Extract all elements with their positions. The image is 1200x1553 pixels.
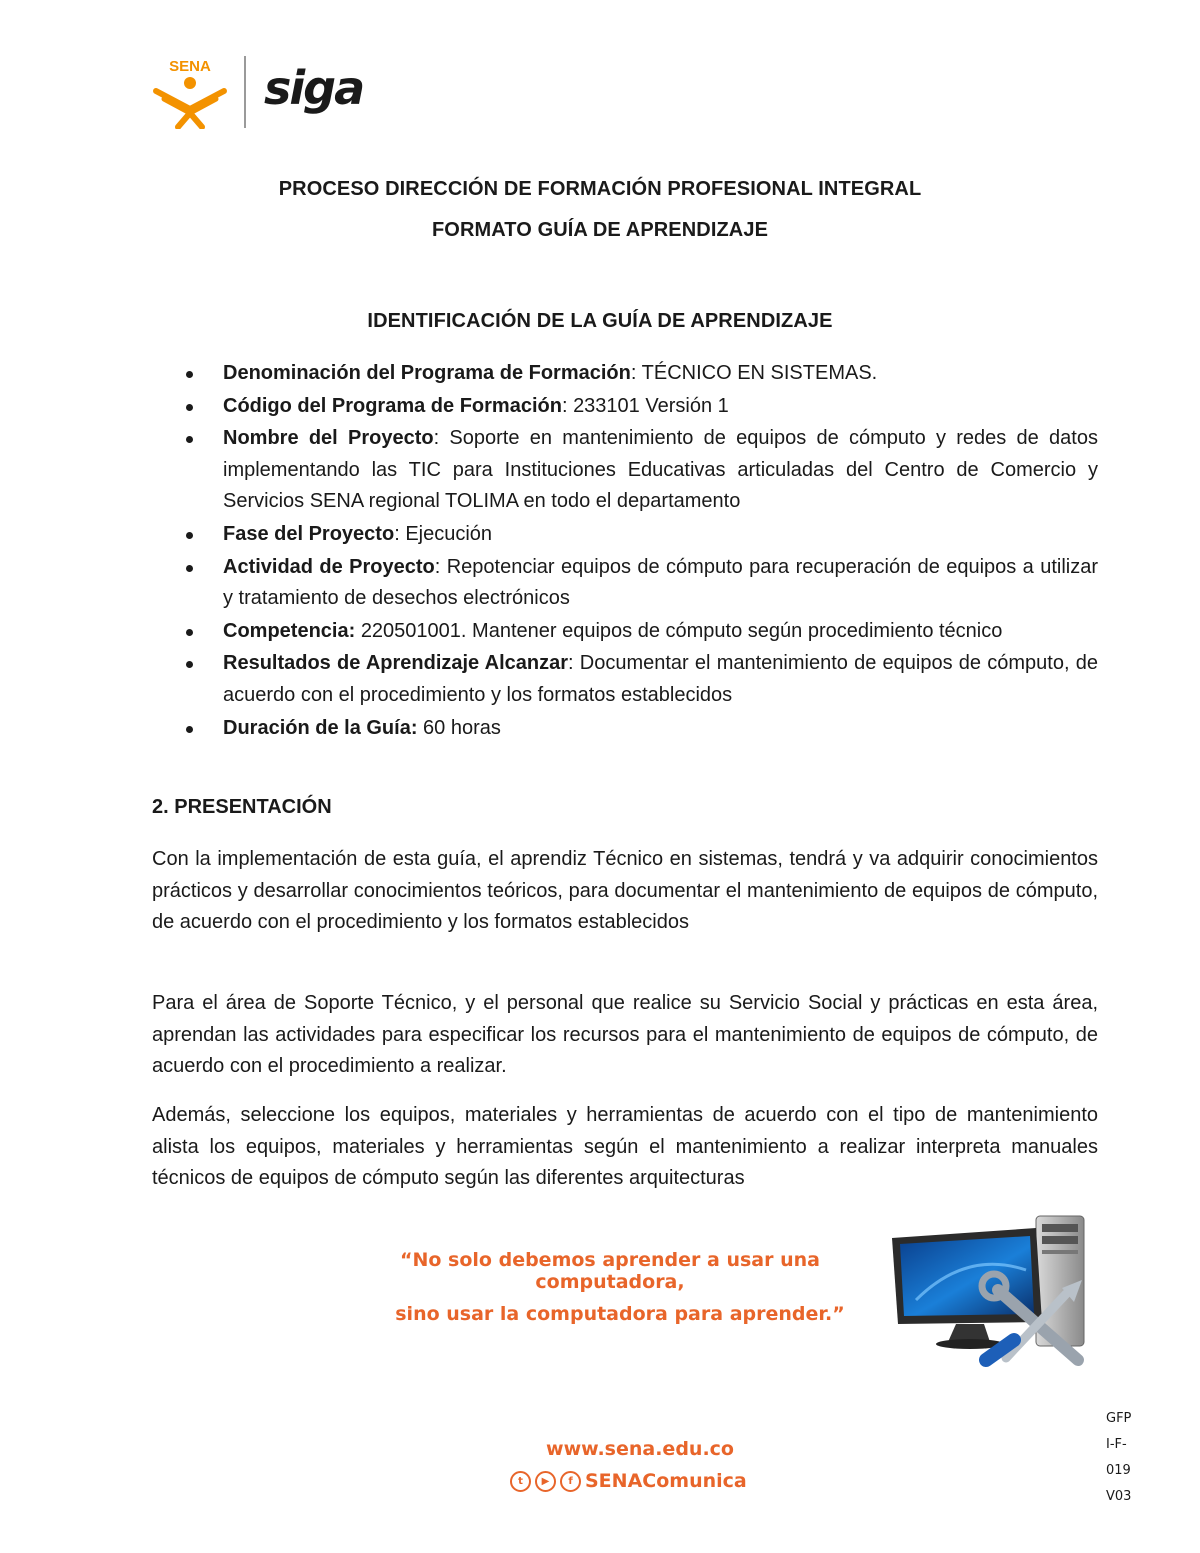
presentation-paragraph: Con la implementación de esta guía, el aprendiz Técnico en sistemas, tendrá y va adquirir conocimientos prácticos y desarrollar conocimientos teóricos, para documentar el mantenimiento de equipos de cómputo, de acuerdo con el procedimiento y los formatos establecidos [152, 848, 1098, 934]
presentation-paragraph: Además, seleccione los equipos, materiales y herramientas de acuerdo con el tipo de mantenimiento alista los equipos, materiales y herramientas según el mantenimiento a realizar interpreta manuales técnicos de equipos de cómputo según las diferentes arquitecturas [152, 1104, 1098, 1190]
twitter-icon: t [510, 1471, 531, 1492]
list-item [186, 713, 1098, 745]
item-value: Repotenciar equipos de cómputo para recuperación de equipos a utilizar y tratamiento de desechos electrónicos [223, 555, 1098, 610]
document-code [1106, 1406, 1131, 1510]
social-handle: SENAComunica [585, 1470, 747, 1492]
list-item [186, 358, 1098, 390]
footer-website: www.sena.edu.co [546, 1438, 734, 1460]
format-title: FORMATO GUÍA DE APRENDIZAJE [431, 219, 769, 241]
bullet-icon [186, 436, 193, 443]
item-label: Código del Programa de Formación [223, 394, 562, 417]
item-value: 233101 Versión 1 [573, 394, 729, 417]
item-label: Nombre del Proyecto [223, 427, 434, 450]
bullet-icon [186, 726, 193, 733]
quote-line-2: sino usar la computadora para aprender.” [395, 1303, 845, 1325]
bullet-icon [186, 532, 193, 539]
identification-title: IDENTIFICACIÓN DE LA GUÍA DE APRENDIZAJE [367, 310, 833, 332]
item-value: Documentar el mantenimiento de equipos de cómputo, de acuerdo con el procedimiento y los formatos establecidos [223, 652, 1098, 706]
doc-code-line: V03 [1106, 1489, 1132, 1504]
sena-logo [150, 55, 230, 129]
facebook-icon: f [560, 1471, 581, 1492]
footer-social [510, 1470, 747, 1492]
item-separator: : [561, 394, 574, 417]
computer-tools-icon [886, 1210, 1098, 1376]
list-item [186, 519, 1098, 551]
presentation-heading: 2. PRESENTACIÓN [152, 796, 332, 818]
bullet-icon [186, 404, 193, 411]
svg-text:SENA: SENA [169, 58, 211, 75]
youtube-icon: ▶ [535, 1471, 556, 1492]
doc-code-line: GFP [1106, 1411, 1132, 1426]
item-value: Soporte en mantenimiento de equipos de cómputo y redes de datos implementando las TIC para Instituciones Educativas articuladas del Centro de Comercio y Servicios SENA regional TOLIMA en todo el departamento [223, 427, 1098, 513]
item-separator: : [630, 362, 642, 384]
quote-line-1: “No solo debemos aprender a usar una computadora, [400, 1249, 820, 1293]
item-value: TÉCNICO EN SISTEMAS. [641, 362, 878, 384]
item-value: 60 horas [423, 716, 501, 739]
doc-code-line: 019 [1106, 1463, 1131, 1478]
identification-list [186, 358, 1098, 745]
bullet-icon [186, 629, 193, 636]
item-label: Resultados de Aprendizaje Alcanzar [223, 652, 569, 675]
item-label: Denominación del Programa de Formación [223, 362, 631, 384]
item-label: Duración de la Guía: [223, 716, 418, 739]
item-label: Competencia: [223, 619, 356, 642]
bullet-icon [186, 565, 193, 572]
presentation-paragraph: Para el área de Soporte Técnico, y el personal que realice su Servicio Social y prácticas en esta área, aprendan las actividades para especificar los recursos para el mantenimiento de equipos de cómputo, de acuerdo con el procedimiento a realizar. [152, 992, 1098, 1078]
svg-text:siga: siga [264, 62, 364, 115]
doc-code-line: I-F- [1106, 1437, 1127, 1452]
list-item [186, 552, 1098, 615]
item-separator: : [434, 555, 447, 578]
bullet-icon [186, 371, 193, 378]
list-item [186, 648, 1098, 711]
item-separator: : [433, 427, 450, 450]
item-value: 220501001. Mantener equipos de cómputo según procedimiento técnico [360, 619, 1003, 642]
list-item [186, 616, 1098, 648]
item-label: Actividad de Proyecto [223, 555, 435, 578]
process-title: PROCESO DIRECCIÓN DE FORMACIÓN PROFESIONAL INTEGRAL [278, 178, 922, 200]
header-logos [150, 52, 382, 132]
list-item [186, 423, 1098, 518]
item-separator: : [568, 652, 580, 675]
list-item [186, 391, 1098, 423]
bullet-icon [186, 661, 193, 668]
item-separator: : [394, 522, 406, 545]
logo-divider [244, 56, 246, 128]
siga-logo [264, 62, 382, 122]
item-value: Ejecución [405, 522, 493, 545]
item-label: Fase del Proyecto [223, 522, 395, 545]
